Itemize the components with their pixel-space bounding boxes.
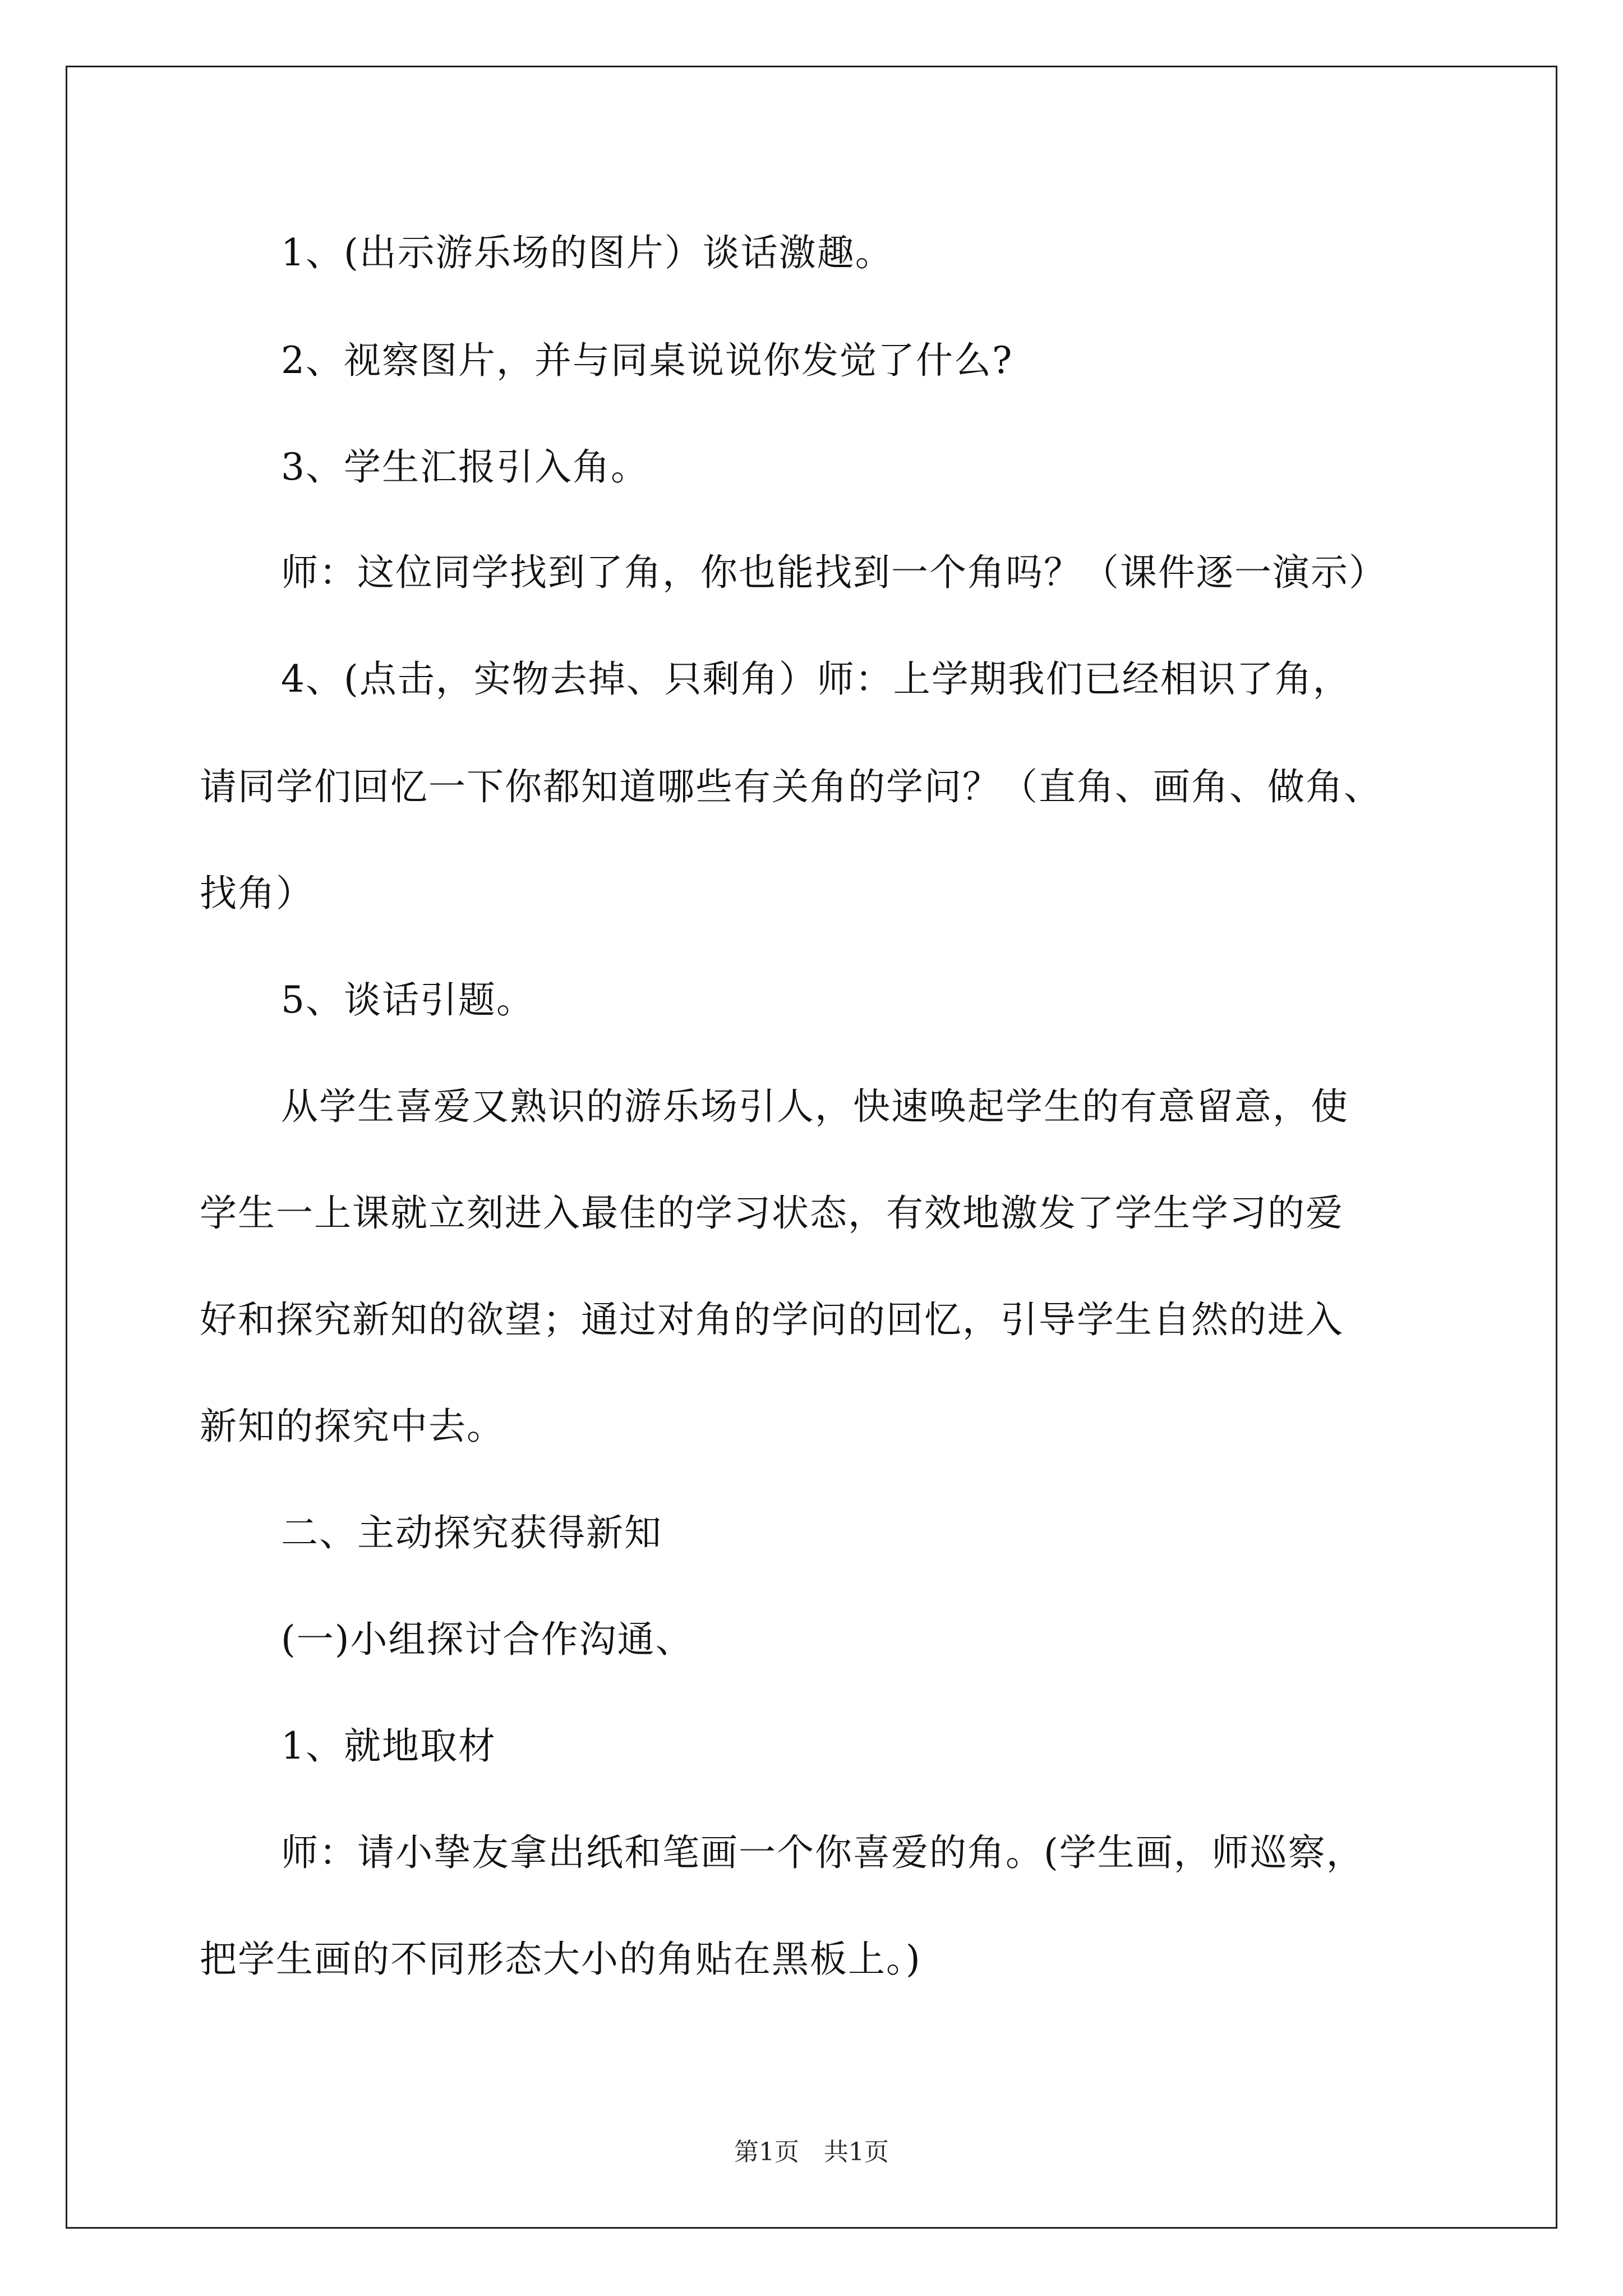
paragraph-line: 好和探究新知的欲望；通过对角的学问的回忆，引导学生自然的进入: [200, 1298, 1344, 1341]
paragraph-line: 1、就地取材: [281, 1724, 496, 1768]
paragraph-line: 把学生画的不同形态大小的角贴在黑板上。): [200, 1938, 921, 1981]
paragraph-line: 1、(出示游乐场的图片）谈话激趣。: [281, 231, 893, 274]
paragraph-line: 4、(点击，实物去掉、只剩角）师：上学期我们已经相识了角，: [281, 657, 1351, 701]
paragraph-line: 新知的探究中去。: [200, 1405, 505, 1448]
paragraph-line: 学生一上课就立刻进入最佳的学习状态，有效地激发了学生学习的爱: [200, 1191, 1344, 1235]
paragraph-line: 请同学们回忆一下你都知道哪些有关角的学问？（直角、画角、做角、: [200, 765, 1382, 808]
paragraph-line: 5、谈话引题。: [281, 978, 534, 1022]
page-border: [66, 66, 1557, 2229]
page-footer: 第1页 共1页: [734, 2138, 889, 2166]
paragraph-line: 3、学生汇报引入角。: [281, 445, 649, 489]
section-heading: 二、主动探究获得新知: [281, 1511, 662, 1554]
paragraph-line: 师：请小挚友拿出纸和笔画一个你喜爱的角。(学生画，师巡察，: [281, 1831, 1364, 1874]
paragraph-line: 找角）: [200, 872, 314, 915]
paragraph-line: 从学生喜爱又熟识的游乐场引人，快速唤起学生的有意留意，使: [281, 1085, 1349, 1128]
paragraph-line: 2、视察图片，并与同桌说说你发觉了什么?: [281, 339, 1013, 382]
paragraph-line: (一)小组探讨合作沟通、: [281, 1618, 694, 1661]
paragraph-line: 师：这位同学找到了角，你也能找到一个角吗？（课件逐一演示）: [281, 551, 1387, 594]
